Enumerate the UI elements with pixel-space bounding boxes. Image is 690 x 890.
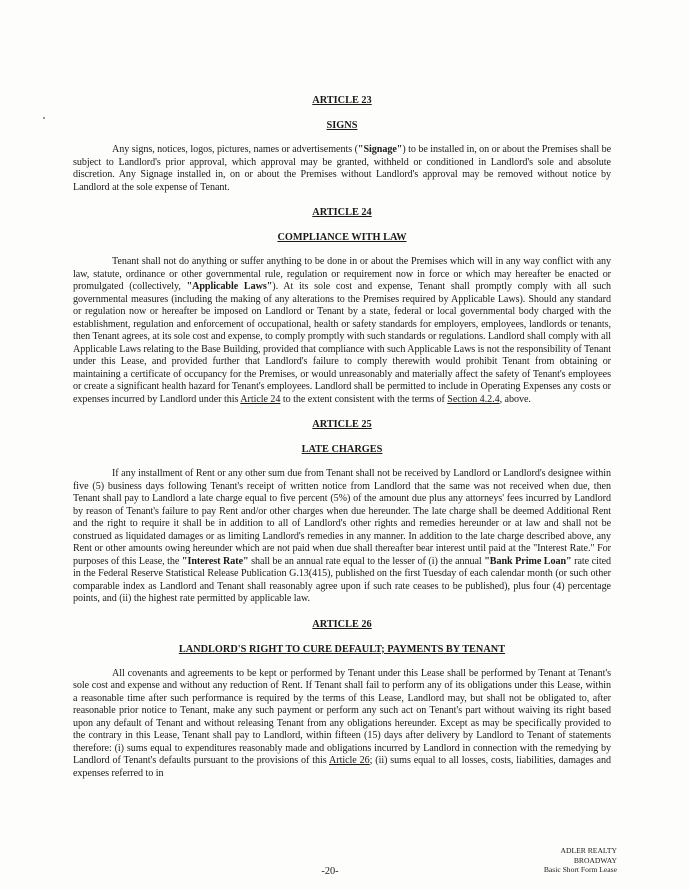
page-number: -20-: [321, 866, 339, 877]
article-24: [73, 206, 611, 406]
article-26-number: ARTICLE 26: [312, 618, 372, 630]
text-run: to the extent consistent with the terms of: [280, 393, 448, 405]
text-run: All covenants and agreements to be kept or performed by Tenant under this Lease shall be performed by Tenant at Tenant's sole cost and expense and without any reduction of Rent. If Tenant shall fail to perform any of its obligations under this Lease, within a reasonable time after such performance is required by the terms of this Lease, Landlord may, but shall not be obligated to, after reasonable prior notice to Tenant, make any such payment or perform any such act on Tenant's part without waiving its right based upon any default of Tenant and without releasing Tenant from any obligations hereunder. Except as may be specifically provided to the contrary in this Lease, Tenant shall pay to Landlord, within fifteen (15) days after delivery by Landlord to Tenant of statements therefore: (i) sums equal to expenditures reasonably made and obligations incurred by Landlord in connection with the remedying by Landlord of Tenant's defaults pursuant to the provisions of this: [73, 667, 611, 766]
cross-reference: Article 24: [240, 393, 281, 405]
cross-reference: Article 26: [329, 755, 370, 766]
article-23-title: SIGNS: [326, 120, 358, 131]
article-23-paragraph: [73, 144, 611, 194]
text-run: Tenant shall not do anything or suffer anything to be done in or about the Premises which will in any way conflict with any law, statute, ordinance or other governmental rule, regulation or requirement now in force or which may hereafter be enacted or promulgated (collectively,: [73, 256, 611, 292]
article-24-paragraph: [73, 256, 611, 406]
article-25-paragraph: [73, 468, 611, 606]
text-run: ; (ii) sums equal to all losses, costs, liabilities, damages and expenses referred to in: [73, 755, 611, 779]
footer-line: Basic Short Form Lease: [543, 865, 617, 874]
article-23-number: ARTICLE 23: [312, 95, 372, 106]
article-26-paragraph: [73, 668, 611, 781]
text-run: Any signs, notices, logos, pictures, names or advertisements (: [112, 144, 358, 155]
article-25-title: LATE CHARGES: [301, 444, 383, 455]
defined-term-applicable-laws: "Applicable Laws": [186, 281, 273, 292]
text-run: ) to be installed in, on or about the Premises shall be subject to Landlord's prior approval, which approval may be granted, withheld or conditioned in Landlord's sole and absolute discretion. Any Signage installed in, on or about the Premises without Landlord's approval may be removed without notice by Landlord at the sole expense of Tenant.: [73, 144, 611, 193]
article-26: [73, 618, 611, 781]
article-24-title: COMPLIANCE WITH LAW: [277, 232, 407, 243]
text-run: ). At its sole cost and expense, Tenant shall promptly comply with all such governmental measures (including the making of any alterations to the Premises required by Applicable Laws). Should any standard or regulation now or hereafter be imposed on Landlord or Tenant by a state, federal or local governmental body charged with the establishment, regulation and enforcement of occupational, health or safety standards for employers, employees, landlords or tenants, then Tenant agrees, at its sole cost and expense, to comply promptly with such standards or regulations. Landlord shall comply with all Applicable Laws relating to the Base Building, provided that compliance with such Applicable Laws is not the responsibility of Tenant under this Lease, and provided further that Landlord's failure to comply therewith would prohibit Tenant from obtaining or maintaining a certificate of occupancy for the Premises, or would unreasonably and materially affect the safety of Tenant's employees or create a significant health hazard for Tenant's employees. Landlord shall be permitted to include in Operating Expenses any costs or expenses incurred by Landlord under this: [73, 281, 611, 405]
article-25: [73, 418, 611, 606]
page-content: [73, 94, 611, 792]
text-run: If any installment of Rent or any other sum due from Tenant shall not be received by Landlord or Landlord's designee within five (5) business days following Tenant's receipt of written notice from Landlord that the same was not received when due, then Tenant shall pay to Landlord a late charge equal to five percent (5%) of the amount due plus any attorneys' fees incurred by Landlord by reason of Tenant's failure to pay Rent and/or other charges when due hereunder. The late charge shall be deemed Additional Rent and the right to require it shall be in addition to all of Landlord's other rights and remedies hereunder or at law and shall not be construed as liquidated damages or as limiting Landlord's remedies in any manner. In addition to the late charge described above, any Rent or other amounts owing hereunder which are not paid when due shall thereafter bear interest until paid at the "Interest Rate." For purposes of this Lease, the: [73, 468, 611, 567]
defined-term-bank-prime-loan: "Bank Prime Loan": [484, 555, 572, 567]
footer-line: ADLER REALTY: [560, 846, 617, 855]
cross-reference: Section 4.2.4: [447, 393, 500, 405]
text-run: shall be an annual rate equal to the lesser of (i) the annual: [248, 555, 485, 567]
footer-document-id: [544, 846, 617, 875]
defined-term-interest-rate: "Interest Rate": [181, 555, 249, 567]
footer-line: BROADWAY: [573, 855, 617, 865]
article-26-title: LANDLORD'S RIGHT TO CURE DEFAULT; PAYMENTS BY TENANT: [178, 643, 506, 655]
text-run: rate cited in the Federal Reserve Statistical Release Publication G.13(415), published on the first Tuesday of each calendar month (or such other comparable index as Landlord and Tenant shall reasonably agree upon if such rate ceases to be published), plus four (4) percentage points, and (ii) the highest rate permitted by applicable law.: [73, 555, 612, 604]
text-run: , above.: [499, 393, 531, 405]
article-24-number: ARTICLE 24: [312, 207, 372, 218]
article-23: [73, 94, 611, 194]
scan-speck: [43, 117, 45, 119]
article-25-number: ARTICLE 25: [312, 419, 372, 430]
defined-term-signage: "Signage": [357, 144, 403, 155]
